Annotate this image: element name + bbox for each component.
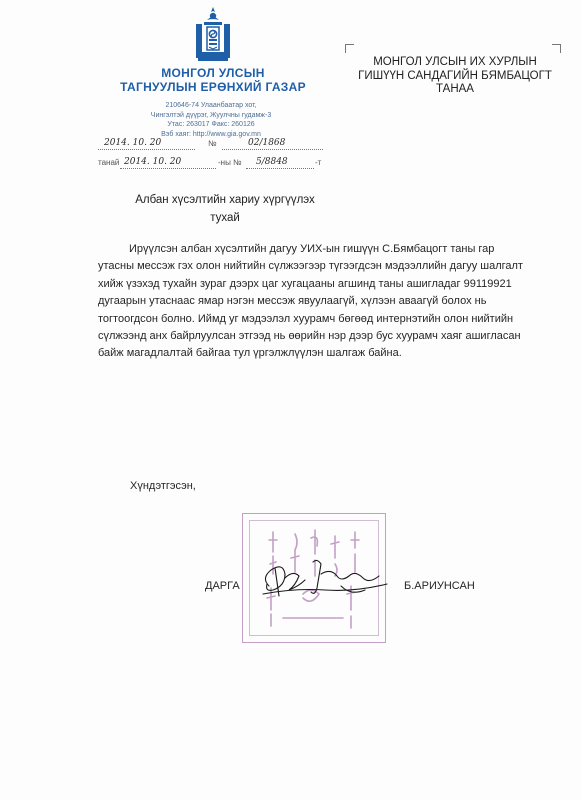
subject-line1: Албан хүсэлтийн хариу хүргүүлэх [135, 194, 315, 206]
signer-name: Б.АРИУНСАН [404, 580, 475, 592]
body-line: Ирүүлсэн албан хүсэлтийн дагуу УИХ-ын гишүүн С.Бямбацогт таны гар [129, 243, 495, 255]
address-line1: 210646-74 Улаанбаатар хот, [165, 102, 257, 109]
letter-body [98, 241, 523, 363]
organization-contact-info [136, 101, 286, 139]
closing-greeting: Хүндэтгэсэн, [130, 480, 196, 492]
reference-registration-row [98, 157, 323, 171]
reference-date: 2014. 10. 20 [124, 157, 182, 167]
addressee-corner-mark-right [552, 44, 561, 53]
signer-title: ДАРГА [205, 580, 240, 592]
body-line: утасны мессэж гэх олон нийтийн сүлжээгээр түгээгдсэн мэдээллийн дагуу шалгалт [98, 260, 523, 273]
website-address: Вэб хаяг: http://www.gia.gov.mn [161, 130, 261, 138]
body-line: байж магадлалтай байгаа тул үргэлжлүүлэн шалгаж байна. [98, 347, 402, 360]
letter-subject [125, 191, 325, 227]
state-emblem-icon [192, 6, 234, 62]
addressee-line2: ГИШҮҮН САНДАГИЙН БЯМБАЦОГТ [358, 69, 552, 82]
reference-prefix: танай [98, 158, 120, 167]
addressee-line1: МОНГОЛ УЛСЫН ИХ ХУРЛЫН [373, 56, 537, 68]
org-name-line2: ТАГНУУЛЫН ЕРӨНХИЙ ГАЗАР [120, 80, 306, 94]
org-name-line1: МОНГОЛ УЛСЫН [161, 66, 265, 80]
number-label: № [208, 139, 217, 148]
addressee-block [350, 56, 560, 97]
outgoing-number: 02/1868 [248, 138, 286, 148]
subject-line2: тухай [210, 212, 240, 224]
body-line: тогтоогдсон болно. Иймд уг мэдээлэл хуурамч бөгөөд интернэтийн олон нийтийн [98, 312, 514, 325]
addressee-corner-mark-left [345, 44, 354, 53]
outgoing-date: 2014. 10. 20 [104, 138, 162, 148]
reference-number: 5/8848 [256, 157, 288, 167]
address-line2: Чингэлтэй дүүрэг, Жуулчны гудамж-3 [150, 111, 272, 119]
signature-mark [255, 556, 395, 606]
reference-mid-label: -ны № [218, 158, 242, 167]
body-line: дугаарын утаснаас ямар нэгэн мессэж явуулаагүй, хүлээн аваагүй болох нь [98, 295, 487, 308]
addressee-line3: ТАНАА [436, 83, 474, 95]
body-line: сүлжээнд анх байрлуулсан этгээд нь өөрийн нэр дээр бус хуурамч хаяг ашигласан [98, 330, 521, 343]
organization-name [108, 66, 318, 94]
phone-fax: Утас: 263017 Факс: 260126 [167, 121, 255, 128]
reference-suffix: -т [315, 158, 322, 167]
body-line: хийж үзэхэд тухайн зураг дээрх цаг хугацааны агшинд таны ашигладаг 99119921 [98, 277, 512, 290]
outgoing-registration-row [98, 138, 323, 152]
